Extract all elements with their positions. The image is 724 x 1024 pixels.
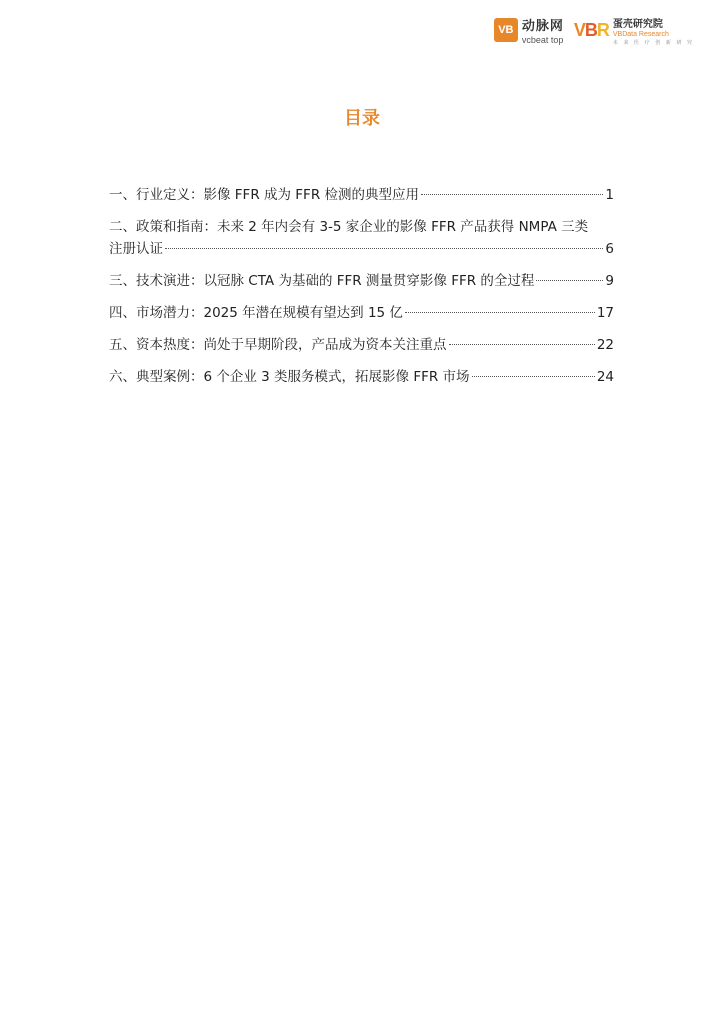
vcbeat-logo-name-en: vcbeat top xyxy=(521,35,564,45)
vcbeat-logo-name-cn: 动脉网 xyxy=(521,19,564,34)
toc-entry-page: 6 xyxy=(605,241,614,257)
toc-entry-2[interactable] xyxy=(109,216,614,260)
toc-entry-text: 五、资本热度：尚处于早期阶段，产品成为资本关注重点 xyxy=(109,337,447,353)
toc-entry-text: 二、政策和指南：未来 2 年内会有 3-5 家企业的影像 FFR 产品获得 NMPA 三类 xyxy=(109,219,589,235)
toc-entry-1[interactable] xyxy=(109,184,614,206)
toc-leader-dots xyxy=(421,194,603,195)
toc-leader-dots xyxy=(405,312,595,313)
toc-leader-dots xyxy=(472,376,595,377)
vbr-logo-mark: VBR xyxy=(573,20,609,40)
toc-entry-page: 1 xyxy=(605,187,614,203)
toc-entry-page: 9 xyxy=(605,273,614,289)
toc-leader-dots xyxy=(536,280,603,281)
vbr-logo-subtitle: 未 来 医 疗 创 新 研 究 xyxy=(612,39,694,46)
vcbeat-logo-mark: VB xyxy=(494,18,518,42)
vbr-logo xyxy=(574,15,694,46)
toc-entry-page: 17 xyxy=(596,305,614,321)
toc-entry-text: 六、典型案例：6 个企业 3 类服务模式，拓展影像 FFR 市场 xyxy=(109,369,470,385)
vbr-logo-name-en: VBData Research xyxy=(612,30,669,38)
header-logos xyxy=(494,14,694,46)
table-of-contents xyxy=(109,184,614,398)
vbr-logo-name-cn: 蛋壳研究院 xyxy=(612,18,663,30)
toc-leader-dots xyxy=(165,248,603,249)
toc-entry-text: 一、行业定义：影像 FFR 成为 FFR 检测的典型应用 xyxy=(109,187,419,203)
toc-entry-text-cont: 注册认证 xyxy=(109,241,163,257)
toc-entry-6[interactable] xyxy=(109,366,614,388)
toc-entry-page: 22 xyxy=(596,337,614,353)
toc-entry-text: 三、技术演进：以冠脉 CTA 为基础的 FFR 测量贯穿影像 FFR 的全过程 xyxy=(109,273,535,289)
toc-entry-page: 24 xyxy=(596,369,614,385)
toc-entry-5[interactable] xyxy=(109,334,614,356)
toc-entry-text: 四、市场潜力：2025 年潜在规模有望达到 15 亿 xyxy=(109,305,403,321)
toc-title: 目录 xyxy=(344,108,380,129)
toc-entry-4[interactable] xyxy=(109,302,614,324)
toc-entry-3[interactable] xyxy=(109,270,614,292)
vcbeat-logo xyxy=(494,15,564,45)
toc-leader-dots xyxy=(449,344,595,345)
